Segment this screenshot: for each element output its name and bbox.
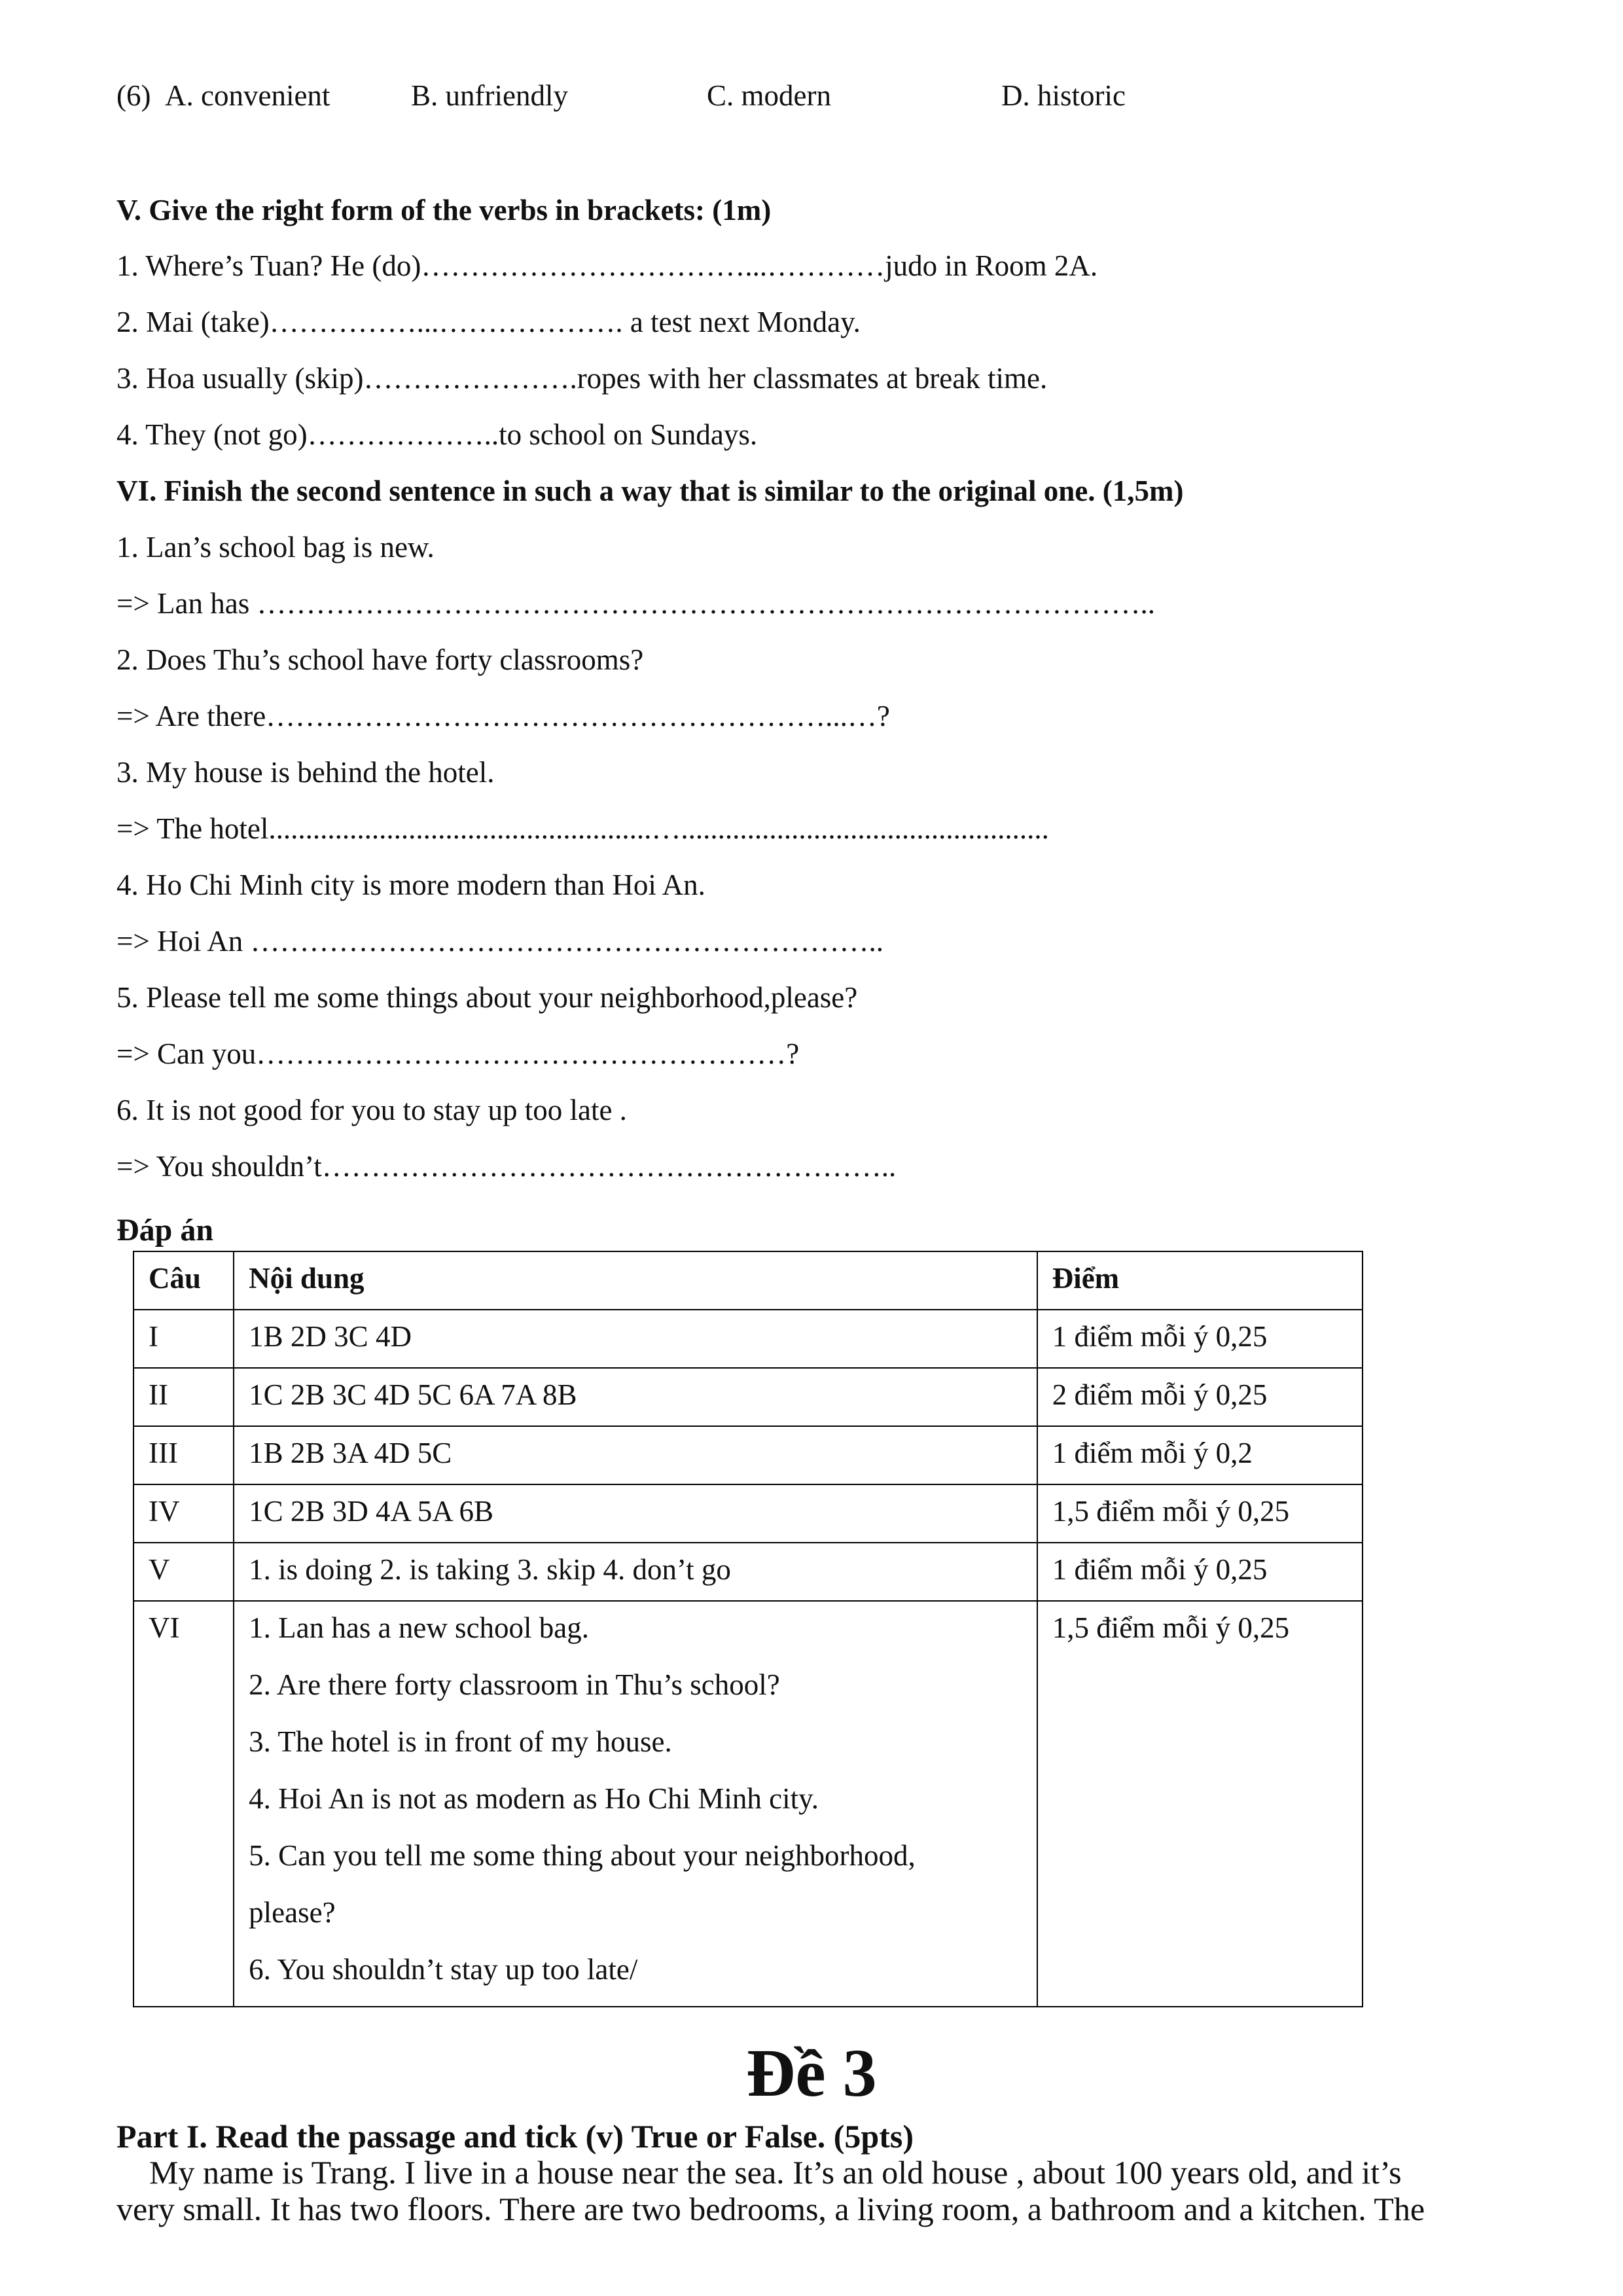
table-row [134,1426,1363,1484]
cell-points: 1,5 điểm mỗi ý 0,25 [1037,1484,1363,1543]
cell-content: 1. is doing 2. is taking 3. skip 4. don’t go [234,1543,1037,1601]
header-noi-dung: Nội dung [234,1251,1037,1310]
answer-key-table [133,1251,1363,2007]
q6-option-a: A. convenient [165,79,330,112]
table-row [134,1601,1363,2007]
cell-content: 1B 2D 3C 4D [234,1310,1037,1368]
cell-points: 1 điểm mỗi ý 0,25 [1037,1543,1363,1601]
section-6-line: 2. Does Thu’s school have forty classrooms? [116,643,644,676]
cell-question: I [134,1310,234,1368]
answer-line: please? [249,1896,336,1929]
cell-question: III [134,1426,234,1484]
answer-line: 3. The hotel is in front of my house. [249,1725,672,1758]
test-3-title: Đề 3 [746,2036,877,2111]
section-6-line: => Lan has ……………………………………………………………………………….. [116,587,1155,620]
cell-content-multiline [234,1601,1037,2007]
cell-content: 1C 2B 3D 4A 5A 6B [234,1484,1037,1543]
passage-line: My name is Trang. I live in a house near the sea. It’s an old house , about 100 years old, and it’s [116,2154,1402,2191]
cell-question: V [134,1543,234,1601]
cell-question: II [134,1368,234,1426]
cell-question: VI [134,1601,234,2007]
q6-number: (6) [116,79,151,112]
section-5-item: 2. Mai (take)……………...………………. a test next Monday. [116,306,861,338]
header-diem: Điểm [1037,1251,1363,1310]
answer-line: 6. You shouldn’t stay up too late/ [249,1953,638,1986]
section-6-line: 5. Please tell me some things about your neighborhood,please? [116,981,858,1014]
q6-option-c: C. modern [707,79,831,112]
header-cau: Câu [134,1251,234,1310]
answer-line: 2. Are there forty classroom in Thu’s school? [249,1668,780,1701]
q6-option-b: B. unfriendly [411,79,568,112]
table-row [134,1310,1363,1368]
section-6-heading: VI. Finish the second sentence in such a way that is similar to the original one. (1,5m) [116,475,1184,507]
section-5-item: 4. They (not go)………………..to school on Sundays. [116,418,758,451]
section-6-line: 3. My house is behind the hotel. [116,756,495,789]
table-row [134,1543,1363,1601]
q6-option-d: D. historic [1001,79,1126,112]
answer-line: 1. Lan has a new school bag. [249,1611,590,1644]
answer-line: 4. Hoi An is not as modern as Ho Chi Minh city. [249,1782,819,1815]
cell-points: 2 điểm mỗi ý 0,25 [1037,1368,1363,1426]
cell-points: 1 điểm mỗi ý 0,25 [1037,1310,1363,1368]
cell-content: 1B 2B 3A 4D 5C [234,1426,1037,1484]
section-6-line: 6. It is not good for you to stay up too late . [116,1094,627,1126]
section-6-line: 4. Ho Chi Minh city is more modern than Hoi An. [116,869,705,901]
section-6-line: => Can you………………………………………………? [116,1037,800,1070]
section-6-line: => Are there…………………………………………………...…? [116,700,890,732]
part-1-heading: Part I. Read the passage and tick (v) True or False. (5pts) [116,2118,914,2155]
section-5-item: 1. Where’s Tuan? He (do)……………………………...…………judo in Room 2A. [116,249,1098,282]
cell-question: IV [134,1484,234,1543]
section-5-heading: V. Give the right form of the verbs in brackets: (1m) [116,194,772,226]
cell-content: 1C 2B 3C 4D 5C 6A 7A 8B [234,1368,1037,1426]
passage-line: very small. It has two floors. There are two bedrooms, a living room, a bathroom and a kitchen. The [116,2191,1425,2227]
table-header-row [134,1251,1363,1310]
table-row [134,1484,1363,1543]
cell-points: 1,5 điểm mỗi ý 0,25 [1037,1601,1363,2007]
section-5-item: 3. Hoa usually (skip)………………….ropes with her classmates at break time. [116,362,1048,395]
answer-line: 5. Can you tell me some thing about your neighborhood, [249,1839,916,1872]
answer-key-title: Đáp án [116,1213,214,1247]
cell-points: 1 điểm mỗi ý 0,2 [1037,1426,1363,1484]
section-6-line: => Hoi An ……………………………………………………….. [116,925,884,958]
section-6-line: => The hotel....................................................….................................................. [116,812,1049,845]
table-row [134,1368,1363,1426]
section-6-line: 1. Lan’s school bag is new. [116,531,435,564]
section-6-line: => You shouldn’t………………………………………………….. [116,1150,897,1183]
